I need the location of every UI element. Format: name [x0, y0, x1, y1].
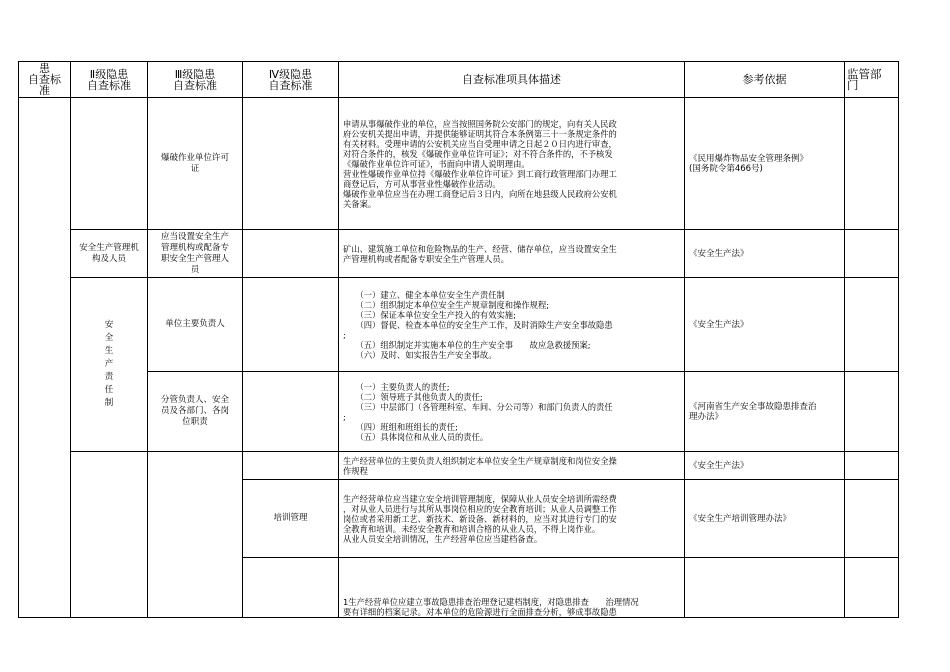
table-cell[interactable] — [845, 480, 899, 558]
table-cell[interactable] — [243, 230, 339, 278]
table-cell[interactable] — [845, 558, 899, 618]
table-cell[interactable]: 生产经营单位应当建立安全培训管理制度，保障从业人员安全培训所需经费 ，对从业人员进行与其所从事岗位相应的安全教育培训；从业人员调整工作 岗位或者采用新工艺、新技术、新设备、新材料的，应当对其进行专门的安 全教育和培训。未经安全教育和培训合格的从业人员，不得上岗作业。 从业人员安全培训情况，生产经营单位应当建档备查。 — [339, 480, 685, 558]
header-cell[interactable]: Ⅱ级隐患 自查标准 — [71, 62, 148, 98]
table-cell[interactable] — [685, 558, 845, 618]
table-cell[interactable]: 《安全生产培训管理办法》 — [685, 480, 845, 558]
table-cell[interactable]: 爆破作业单位许可 证 — [148, 98, 243, 230]
hazard-standard-table — [18, 61, 899, 618]
table-cell[interactable] — [148, 452, 243, 618]
table-cell[interactable]: 矿山、建筑施工单位和危险物品的生产、经营、储存单位，应当设置安全生 产管理机构或者配备专职安全生产管理人员。 — [339, 230, 685, 278]
table-cell[interactable] — [845, 98, 899, 230]
table-cell[interactable] — [243, 98, 339, 230]
table-cell[interactable]: 《河南省生产安全事故隐患排查治 理办法》 — [685, 372, 845, 452]
table-row — [19, 278, 899, 372]
header-cell[interactable]: 监管部 门 — [845, 62, 899, 98]
table-cell[interactable]: 培训管理 — [243, 480, 339, 558]
header-row — [19, 62, 899, 98]
header-cell[interactable]: 自查标准项具体描述 — [339, 62, 685, 98]
spreadsheet-view — [18, 61, 898, 617]
table-cell[interactable]: 分管负责人、安全 员及各部门、各岗 位职责 — [148, 372, 243, 452]
table-cell[interactable]: 单位主要负责人 — [148, 278, 243, 372]
table-cell[interactable] — [243, 558, 339, 618]
table-cell[interactable]: 《安全生产法》 — [685, 278, 845, 372]
table-cell[interactable] — [71, 452, 148, 618]
table-cell[interactable] — [243, 452, 339, 480]
table-cell[interactable]: 安全生产管理机 构及人员 — [71, 230, 148, 278]
table-row — [19, 230, 899, 278]
table-cell[interactable] — [845, 452, 899, 480]
table-cell[interactable] — [243, 372, 339, 452]
table-cell[interactable]: 生产经营单位的主要负责人组织制定本单位安全生产规章制度和岗位安全操 作规程 — [339, 452, 685, 480]
table-cell[interactable]: 《安全生产法》 — [685, 230, 845, 278]
table-cell[interactable]: 安全生产责任制 — [71, 278, 148, 452]
table-cell[interactable]: 1生产经营单位应建立事故隐患排查治理登记建档制度，对隐患排查 治理情况 要有详细的档案记录。对本单位的危险源进行全面排查分析，够成事故隐患 — [339, 558, 685, 618]
table-cell[interactable] — [243, 278, 339, 372]
table-cell[interactable]: 应当设置安全生产 管理机构或配备专 职安全生产管理人 员 — [148, 230, 243, 278]
header-cell[interactable]: 参考依据 — [685, 62, 845, 98]
table-cell[interactable] — [19, 98, 71, 618]
header-cell[interactable]: Ⅳ级隐患 自查标准 — [243, 62, 339, 98]
table-row — [19, 452, 899, 480]
table-cell[interactable] — [71, 98, 148, 230]
table-cell[interactable]: （一）建立、健全本单位安全生产责任制 （二）组织制定本单位安全生产规章制度和操作规程; （三）保证本单位安全生产投入的有效实施; （四）督促、检查本单位的安全生产工作，及时消除生产安全事故隐患 ; （五）组织制定并实施本单位的生产安全事 故应急救援预案; （六）及时、如实报告生产安全事故。 — [339, 278, 685, 372]
header-cell[interactable]: Ⅲ级隐患 自查标准 — [148, 62, 243, 98]
table-cell[interactable]: 申请从事爆破作业的单位，应当按照国务院公安部门的规定，向有关人民政 府公安机关提出申请，并提供能够证明其符合本条例第三十一条规定条件的 有关材料。受理申请的公安机关应当自受理申请之日起２０日内进行审查， 对符合条件的，核发《爆破作业单位许可证》；对不符合条件的，不予核发 《爆破作业单位许可证》，书面向申请人说明理由。 营业性爆破作业单位持《爆破作业单位许可证》到工商行政管理部门办理工 商登记后，方可从事营业性爆破作业活动。 爆破作业单位应当在办理工商登记后３日内，向所在地县级人民政府公安机 关备案。 — [339, 98, 685, 230]
table-cell[interactable] — [845, 278, 899, 372]
table-cell[interactable]: （一）主要负责人的责任; （二）领导班子其他负责人的责任; （三）中层部门（各管理科室、车间、分公司等）和部门负责人的责任 ; （四）班组和班组长的责任; （五）具体岗位和从业人员的责任。 — [339, 372, 685, 452]
header-cell[interactable]: 患 自查标 准 — [19, 62, 71, 98]
table-row — [19, 98, 899, 230]
table-cell[interactable] — [845, 230, 899, 278]
table-row — [19, 372, 899, 452]
table-cell[interactable]: 《民用爆炸物品安全管理条例》 (国务院令第466号) — [685, 98, 845, 230]
table-cell[interactable]: 《安全生产法》 — [685, 452, 845, 480]
table-cell[interactable] — [845, 372, 899, 452]
